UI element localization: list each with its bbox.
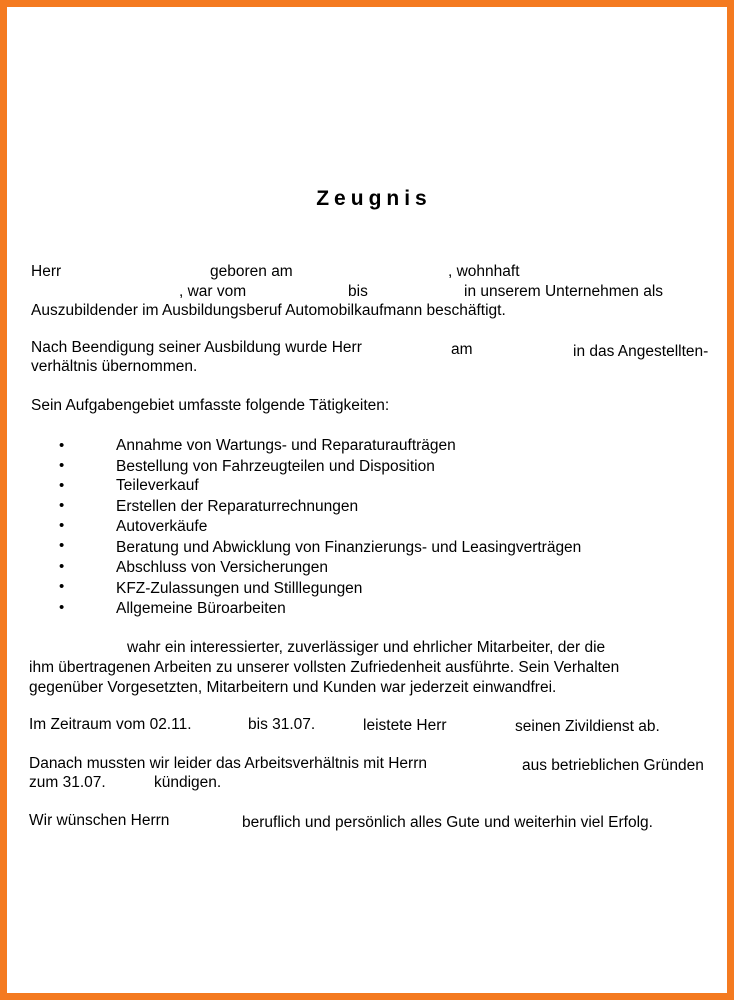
p6-zum: zum 31.07. (29, 774, 106, 791)
bullet-icon: • (59, 457, 65, 474)
p1-geboren: geboren am (210, 263, 293, 280)
p6-kuendigen: kündigen. (154, 774, 222, 791)
list-item: Erstellen der Reparaturrechnungen (116, 498, 359, 515)
bullet-icon: • (59, 477, 65, 494)
list-item: Allgemeine Büroarbeiten (116, 600, 286, 617)
p1-war-vom: , war vom (179, 283, 247, 300)
p5-leistete: leistete Herr (363, 717, 447, 734)
p4-line1: wahr ein interessierter, zuverlässiger und ehrlicher Mitarbeiter, der die (127, 639, 606, 656)
bullet-icon: • (59, 578, 65, 595)
list-item: Bestellung von Fahrzeugteilen und Disposition (116, 458, 435, 475)
p3-intro: Sein Aufgabengebiet umfasste folgende Tätigkeiten: (31, 397, 390, 414)
p1-line3: Auszubildender im Ausbildungsberuf Automobilkaufmann beschäftigt. (31, 302, 506, 319)
p6-gruende: aus betrieblichen Gründen (522, 757, 704, 774)
p2-line1-b: in das Angestellten- (573, 343, 709, 360)
list-item: Abschluss von Versicherungen (116, 559, 328, 576)
bullet-icon: • (59, 537, 65, 554)
bullet-icon: • (59, 497, 65, 514)
bullet-icon: • (59, 437, 65, 454)
list-item: Autoverkäufe (116, 518, 208, 535)
list-item: Beratung und Abwicklung von Finanzierungs- und Leasingverträgen (116, 539, 582, 556)
p5-bis: bis 31.07. (248, 716, 316, 733)
list-item: Annahme von Wartungs- und Reparaturaufträgen (116, 437, 456, 454)
p1-bis: bis (348, 283, 368, 300)
list-item: KFZ-Zulassungen und Stilllegungen (116, 580, 363, 597)
bullet-icon: • (59, 517, 65, 534)
p5-zeitraum: Im Zeitraum vom 02.11. (29, 716, 192, 733)
p2-am: am (451, 341, 473, 358)
p7-wir: Wir wünschen Herrn (29, 812, 170, 829)
p5-zivildienst: seinen Zivildienst ab. (515, 718, 660, 735)
p4-line3: gegenüber Vorgesetzten, Mitarbeitern und Kunden war jederzeit einwandfrei. (29, 679, 557, 696)
p2-line1-a: Nach Beendigung seiner Ausbildung wurde Herr (31, 339, 362, 356)
p2-line2: verhältnis übernommen. (31, 358, 198, 375)
p1-herr: Herr (31, 263, 62, 280)
p6-danach: Danach mussten wir leider das Arbeitsverhältnis mit Herrn (29, 755, 427, 772)
list-item: Teileverkauf (116, 477, 199, 494)
bullet-icon: • (59, 558, 65, 575)
p7-wuensche: beruflich und persönlich alles Gute und weiterhin viel Erfolg. (242, 814, 653, 831)
p1-unternehmen: in unserem Unternehmen als (464, 283, 664, 300)
document-title: Zeugnis (316, 187, 432, 210)
p4-line2: ihm übertragenen Arbeiten zu unserer vollsten Zufriedenheit ausführte. Sein Verhalten (29, 659, 620, 676)
p1-wohnhaft: , wohnhaft (448, 263, 520, 280)
bullet-icon: • (59, 599, 65, 616)
